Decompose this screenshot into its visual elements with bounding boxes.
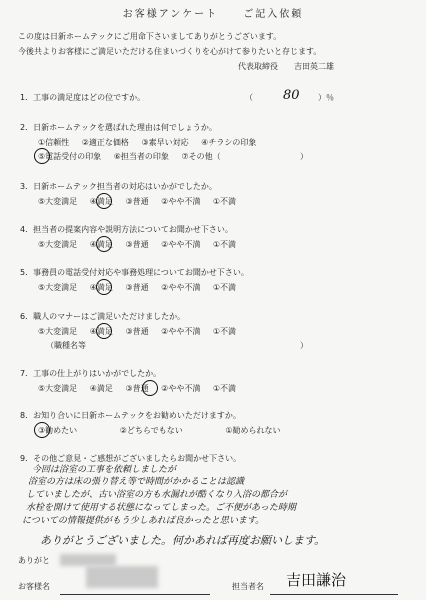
q4-option[interactable]: ③普通 xyxy=(125,240,149,249)
q1-label: 1．工事の満足度はどの位ですか。 xyxy=(20,93,146,102)
q6-option[interactable]: ④満足 xyxy=(89,327,113,336)
q3-option[interactable]: ⑤大変満足 xyxy=(38,197,78,206)
q5-label: 5．事務員の電話受付対応や事務処理についてお聞かせ下さい。 xyxy=(20,268,249,277)
q7-option[interactable]: ②やや不満 xyxy=(161,384,201,393)
q2-selected-mark xyxy=(34,148,50,164)
q8-option[interactable]: ③勧めたい xyxy=(38,426,78,435)
q2-option[interactable]: ⑦その他（ xyxy=(181,152,221,161)
intro-line-1: この度は日新ホームテックにご用命下さいましてありがとうございます。 xyxy=(18,32,282,41)
q5-option[interactable]: ①不満 xyxy=(212,283,237,292)
q7-option[interactable]: ⑤大変満足 xyxy=(38,384,78,393)
q4-option[interactable]: ②やや不満 xyxy=(161,240,201,249)
q4-label: 4．担当者の提案内容や説明方法についてお聞かせ下さい。 xyxy=(20,225,233,234)
q1-answer: 80 xyxy=(283,88,300,103)
q9-handwritten-line: していましたが、古い浴室の方も水漏れが酷くなり入浴の都合が xyxy=(26,490,288,500)
ceo-signature: 代表取締役 吉田英二雄 xyxy=(238,62,334,71)
q2-other-close: ） xyxy=(300,152,308,161)
q2-option[interactable]: ①信頼性 xyxy=(38,138,70,147)
q3-option[interactable]: ②やや不満 xyxy=(161,197,201,206)
q4-selected-mark xyxy=(96,236,112,252)
q5-option[interactable]: ③普通 xyxy=(125,283,149,292)
q3-label: 3．日新ホームテック担当者の対応はいかがでしたか。 xyxy=(20,182,217,191)
q2-option[interactable]: ⑤電話受付の印象 xyxy=(38,152,102,161)
page-title xyxy=(0,10,426,20)
q6-option[interactable]: ①不満 xyxy=(212,327,237,336)
rep-name-line xyxy=(270,594,398,595)
rep-signature: 吉田謙治 xyxy=(286,571,347,589)
q9-handwritten-line: 水栓を開けて使用する状態になってしまった。ご不便があった時期 xyxy=(26,503,296,513)
q8-options xyxy=(38,426,291,436)
q6-trade-close: ） xyxy=(300,341,308,350)
q2-option[interactable]: ⑥担当者の印象 xyxy=(113,152,169,161)
q3-option[interactable]: ④満足 xyxy=(89,197,113,206)
q6-options xyxy=(38,327,246,337)
redacted-area xyxy=(60,554,116,566)
q7-selected-mark xyxy=(142,380,158,396)
q9-handwritten-line: 今回は浴室の工事を依頼しましたが xyxy=(32,465,177,475)
q5-option[interactable]: ②やや不満 xyxy=(161,283,201,292)
q8-option[interactable]: ①勧められない xyxy=(225,426,281,435)
q4-options xyxy=(38,240,246,250)
redacted-customer-name xyxy=(86,566,158,588)
q6-option[interactable]: ③普通 xyxy=(125,327,149,336)
q7-label: 7．工事の仕上がりはいかがでしたか。 xyxy=(20,369,162,378)
q6-option[interactable]: ②やや不満 xyxy=(161,327,201,336)
title-main: お客様アンケート xyxy=(122,9,219,20)
q2-options-row2 xyxy=(38,152,231,162)
q7-option[interactable]: ①不満 xyxy=(212,384,237,393)
q5-option[interactable]: ⑤大変満足 xyxy=(38,283,78,292)
customer-label: お客様名 xyxy=(18,582,50,591)
q4-option[interactable]: ①不満 xyxy=(212,240,237,249)
title-sub: ご記入依頼 xyxy=(243,9,304,20)
q1-paren-open: （ xyxy=(245,93,253,102)
q6-option[interactable]: ⑤大変満足 xyxy=(38,327,78,336)
q8-option[interactable]: ②どちらでもない xyxy=(119,426,183,435)
rep-label: 担当者名 xyxy=(232,582,264,591)
q3-option[interactable]: ③普通 xyxy=(125,197,149,206)
q9-handwritten-line: 浴室の方は床の張り替え等で時間がかかることは認識 xyxy=(28,477,245,487)
q9-handwritten-line: についての情報提供がもう少しあれば良かったと思います。 xyxy=(22,516,265,526)
q6-selected-mark xyxy=(96,323,112,339)
q8-selected-mark xyxy=(34,422,50,438)
q5-selected-mark xyxy=(96,279,112,295)
intro-line-2: 今後共よりお客様にご満足いただける住まいづくりを心がけて参りたいと存じます。 xyxy=(18,47,322,56)
q2-option[interactable]: ③素早い対応 xyxy=(141,138,189,147)
q2-options-row1 xyxy=(38,138,266,148)
q1-paren-close: ）％ xyxy=(318,93,334,102)
q2-option[interactable]: ④チラシの印象 xyxy=(201,138,257,147)
q6-trade-label: （職種名等 xyxy=(46,341,86,350)
q8-label: 8．お知り合いに日新ホームテックをお勧めいただけますか。 xyxy=(20,411,241,420)
footer-thanks: ありがと xyxy=(18,556,50,565)
q7-option[interactable]: ③普通 xyxy=(125,384,149,393)
q9-thanks-note: ありがとうございました。何かあれば再度お願いします。 xyxy=(40,534,326,547)
q2-label: 2．日新ホームテックを選ばれた理由は何でしょうか。 xyxy=(20,123,217,132)
q9-label: 9．その他ご意見・ご感想がございましたらお聞かせ下さい。 xyxy=(20,454,242,463)
q6-label: 6．職人のマナーはご満足いただけましたか。 xyxy=(20,312,186,321)
q4-option[interactable]: ⑤大変満足 xyxy=(38,240,78,249)
q3-option[interactable]: ①不満 xyxy=(212,197,237,206)
q7-option[interactable]: ④満足 xyxy=(89,384,113,393)
q2-option[interactable]: ②適正な価格 xyxy=(81,138,129,147)
q3-options xyxy=(38,197,246,207)
q5-option[interactable]: ④満足 xyxy=(89,283,113,292)
customer-name-line xyxy=(60,594,210,595)
q4-option[interactable]: ④満足 xyxy=(89,240,113,249)
q3-selected-mark xyxy=(96,193,112,209)
q5-options xyxy=(38,283,246,293)
